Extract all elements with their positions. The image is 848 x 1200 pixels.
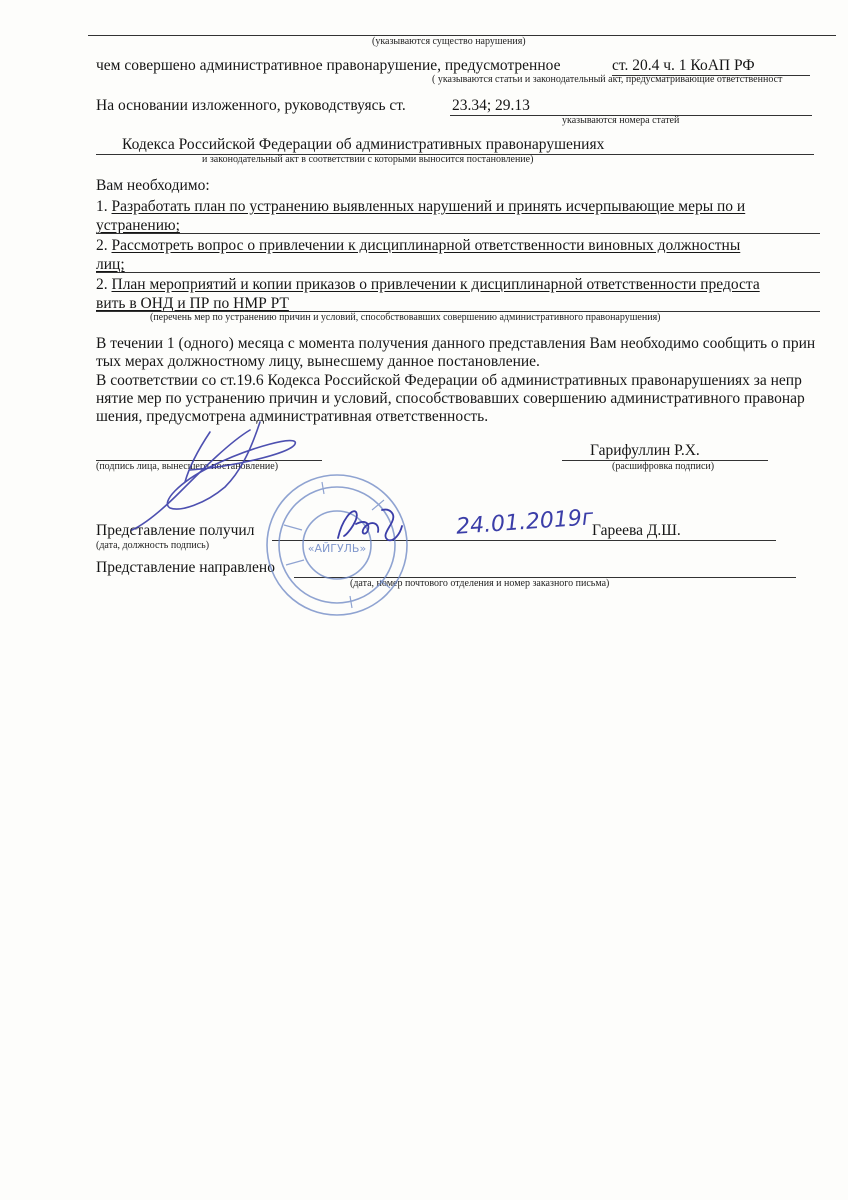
item-3-line-2: вить в ОНД и ПР по НМР РТ bbox=[96, 295, 289, 312]
required-heading: Вам необходимо: bbox=[96, 177, 210, 194]
offense-caption: ( указываются статьи и законодательный акт, предусматривающие ответственност bbox=[432, 74, 783, 85]
code-value: Кодекса Российской Федерации об административных правонарушениях bbox=[122, 136, 605, 153]
received-label: Представление получил bbox=[96, 522, 255, 539]
sent-label: Представление направлено bbox=[96, 559, 275, 576]
signer-name-caption: (расшифровка подписи) bbox=[612, 461, 715, 472]
offense-text: чем совершено административное правонарушение, предусмотренное bbox=[96, 57, 561, 74]
item-2-line-1: 2. Рассмотреть вопрос о привлечении к дисциплинарной ответственности виновных должностны bbox=[96, 237, 741, 254]
measures-caption: (перечень мер по устранению причин и условий, способствовавших совершению административного правонарушения) bbox=[150, 312, 661, 323]
para2-line-3: шения, предусмотрена административная ответственность. bbox=[96, 408, 489, 425]
sent-caption: (дата, номер почтового отделения и номер заказного письма) bbox=[350, 578, 610, 589]
item-1-line-2: устранению; bbox=[96, 217, 180, 234]
received-caption: (дата, должность подпись) bbox=[96, 540, 210, 551]
signer-name: Гарифуллин Р.Х. bbox=[590, 442, 700, 459]
para2-line-2: нятие мер по устранению причин и условий, способствовавших совершению административного правонар bbox=[96, 390, 805, 407]
handwritten-date: 24.01.2019г bbox=[455, 505, 595, 540]
item-2-rule bbox=[96, 272, 820, 273]
signer-signature bbox=[110, 412, 320, 542]
offense-value: ст. 20.4 ч. 1 КоАП РФ bbox=[612, 57, 755, 74]
item-1-rule bbox=[96, 233, 820, 234]
basis-caption: указываются номера статей bbox=[562, 115, 680, 126]
para1-line-1: В течении 1 (одного) месяца с момента получения данного представления Вам необходимо сообщить о прин bbox=[96, 335, 816, 352]
item-1-line-1: 1. Разработать план по устранению выявленных нарушений и принять исчерпывающие меры по и bbox=[96, 198, 746, 215]
basis-text: На основании изложенного, руководствуясь ст. bbox=[96, 97, 406, 114]
item-3-line-1: 2. План мероприятий и копии приказов о привлечении к дисциплинарной ответственности предоста bbox=[96, 276, 760, 293]
para2-line-1: В соответствии со ст.19.6 Кодекса Российской Федерации об административных правонарушениях за непр bbox=[96, 372, 802, 389]
stamp-label: «АЙГУЛЬ» bbox=[307, 542, 367, 555]
item-2-line-2: лиц; bbox=[96, 256, 125, 273]
basis-value: 23.34; 29.13 bbox=[452, 97, 530, 114]
signature-caption: (подпись лица, вынесшего постановление) bbox=[96, 461, 279, 472]
receiver-signature bbox=[330, 500, 410, 550]
code-caption: и законодательный акт в соответствии с которыми выносится постановление) bbox=[202, 154, 534, 165]
received-name: Гареева Д.Ш. bbox=[592, 522, 681, 539]
violation-caption: (указываются существо нарушения) bbox=[372, 36, 526, 47]
para1-line-2: тых мерах должностному лицу, вынесшему данное постановление. bbox=[96, 353, 540, 370]
